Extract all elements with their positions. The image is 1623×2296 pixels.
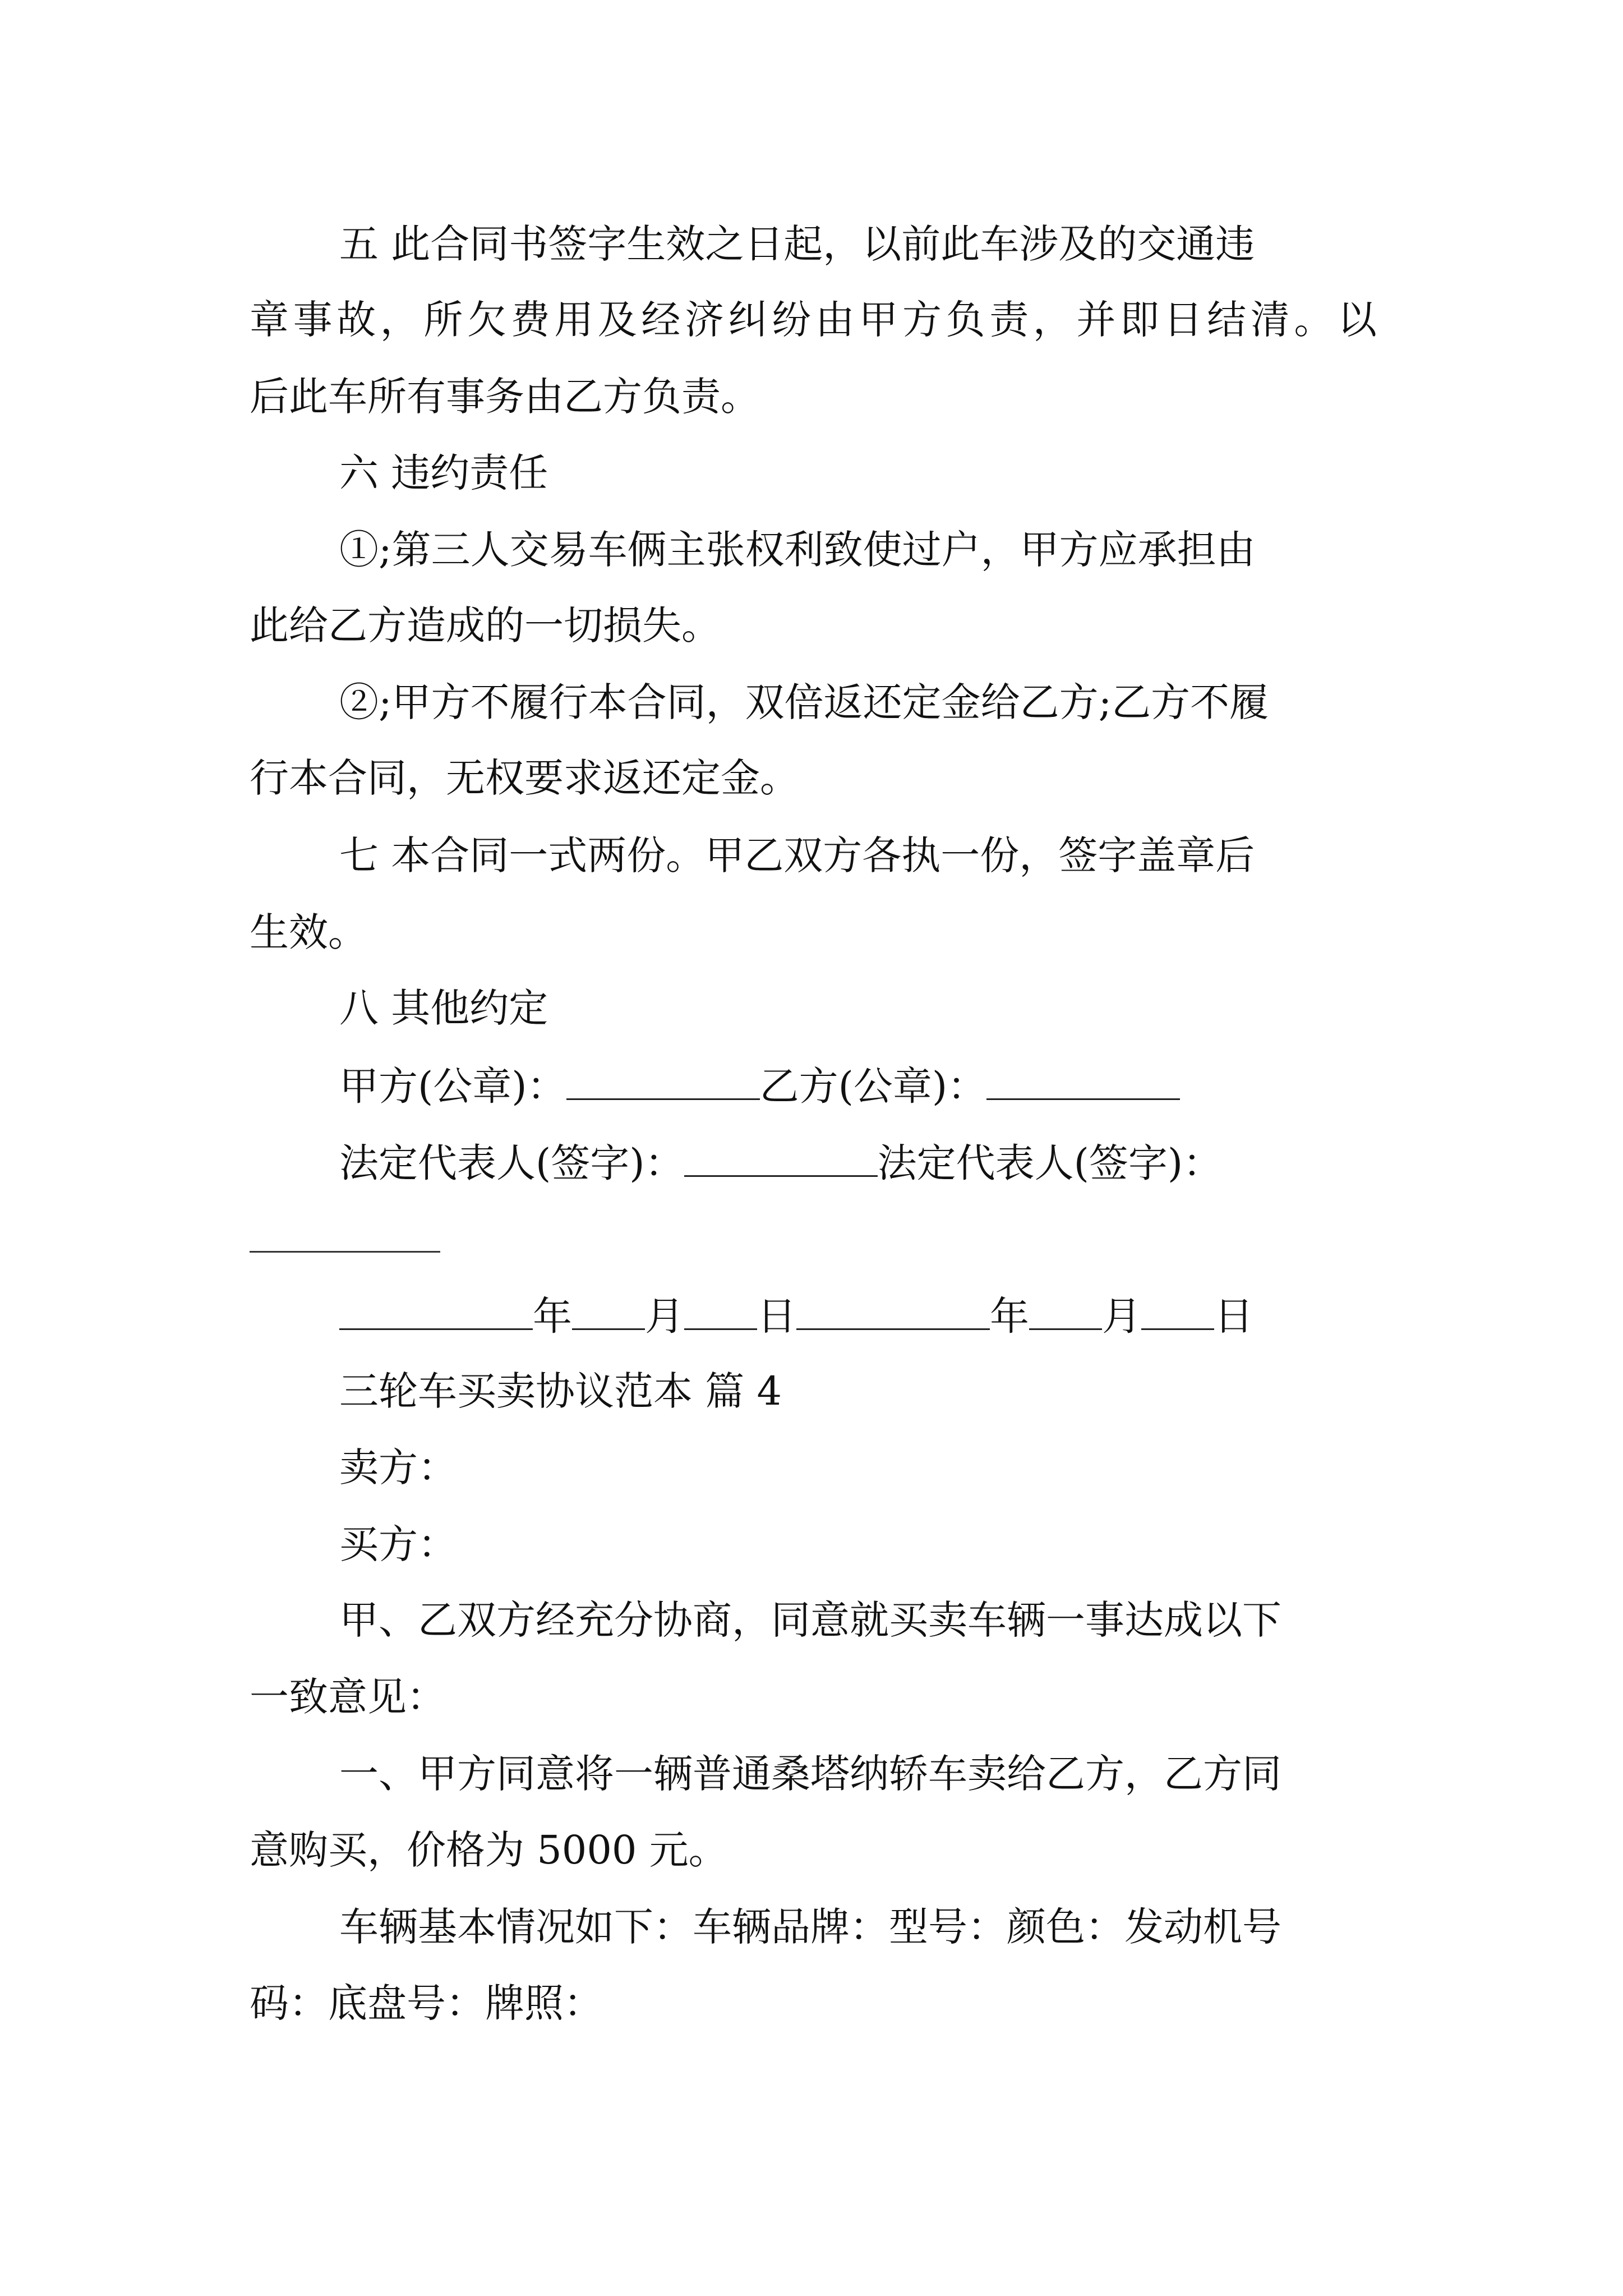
seal-line [339,1063,1467,1110]
clause-6-item-2-line-1: ②;甲方不履行本合同，双倍返还定金给乙方;乙方不履 [339,679,1269,725]
intro-line-1: 甲、乙双方经充分协商，同意就买卖车辆一事达成以下 [339,1597,1281,1643]
vehicle-info-line-2: 码：底盘号：牌照： [250,1980,603,2026]
party-b-seal-label: 乙方(公章)： [759,1063,987,1110]
date-b-month-blank[interactable] [1029,1295,1102,1330]
date-b-day-blank[interactable] [1141,1295,1214,1330]
vehicle-info-line-1: 车辆基本情况如下：车辆品牌：型号：颜色：发动机号 [339,1904,1281,1950]
clause-7-line-1: 七 本合同一式两份。甲乙双方各执一份，签字盖章后 [339,832,1255,878]
date-a-year-label: 年 [533,1293,572,1340]
clause-6-title: 六 违约责任 [339,450,548,496]
representative-line [339,1140,1467,1186]
section-4-title: 三轮车买卖协议范本 篇 4 [339,1368,782,1414]
date-a-day-label: 日 [757,1293,796,1340]
clause-5-line-1: 五 此合同书签字生效之日起，以前此车涉及的交通违 [339,221,1255,267]
clause-7-line-2: 生效。 [250,909,367,955]
clause-6-item-2-line-2: 行本合同，无权要求返还定金。 [250,755,799,801]
date-line [339,1293,1467,1340]
date-a-month-label: 月 [645,1293,684,1340]
party-b-rep-blank[interactable] [250,1251,440,1253]
item-1-line-1: 一、甲方同意将一辆普通桑塔纳轿车卖给乙方，乙方同 [339,1751,1281,1797]
date-b-month-label: 月 [1102,1293,1141,1340]
clause-5-line-3: 后此车所有事务由乙方负责。 [250,374,760,420]
party-b-rep-label: 法定代表人(签字)： [877,1140,1223,1186]
party-a-seal-label: 甲方(公章)： [339,1063,566,1110]
intro-line-2: 一致意见： [250,1674,446,1720]
clause-6-item-1-line-2: 此给乙方造成的一切损失。 [250,602,721,648]
date-b-year-label: 年 [990,1293,1029,1340]
seller-label: 卖方： [339,1444,457,1490]
clause-6-item-1-line-1: ①;第三人交易车俩主张权利致使过户，甲方应承担由 [339,527,1256,573]
date-a-day-blank[interactable] [684,1295,757,1330]
party-a-rep-label: 法定代表人(签字)： [339,1140,684,1186]
item-1-line-2: 意购买，价格为 5000 元。 [250,1827,728,1873]
party-a-seal-blank[interactable] [566,1065,760,1100]
party-b-seal-blank[interactable] [986,1065,1180,1100]
buyer-label: 买方： [339,1521,457,1567]
date-b-day-label: 日 [1214,1293,1253,1340]
date-a-year-blank[interactable] [339,1295,533,1330]
clause-5-line-2: 章事故，所欠费用及经济纠纷由甲方负责，并即日结清。以 [250,297,1377,343]
date-b-year-blank[interactable] [796,1295,990,1330]
date-a-month-blank[interactable] [572,1295,645,1330]
party-a-rep-blank[interactable] [684,1142,878,1177]
clause-8-title: 八 其他约定 [339,985,548,1031]
